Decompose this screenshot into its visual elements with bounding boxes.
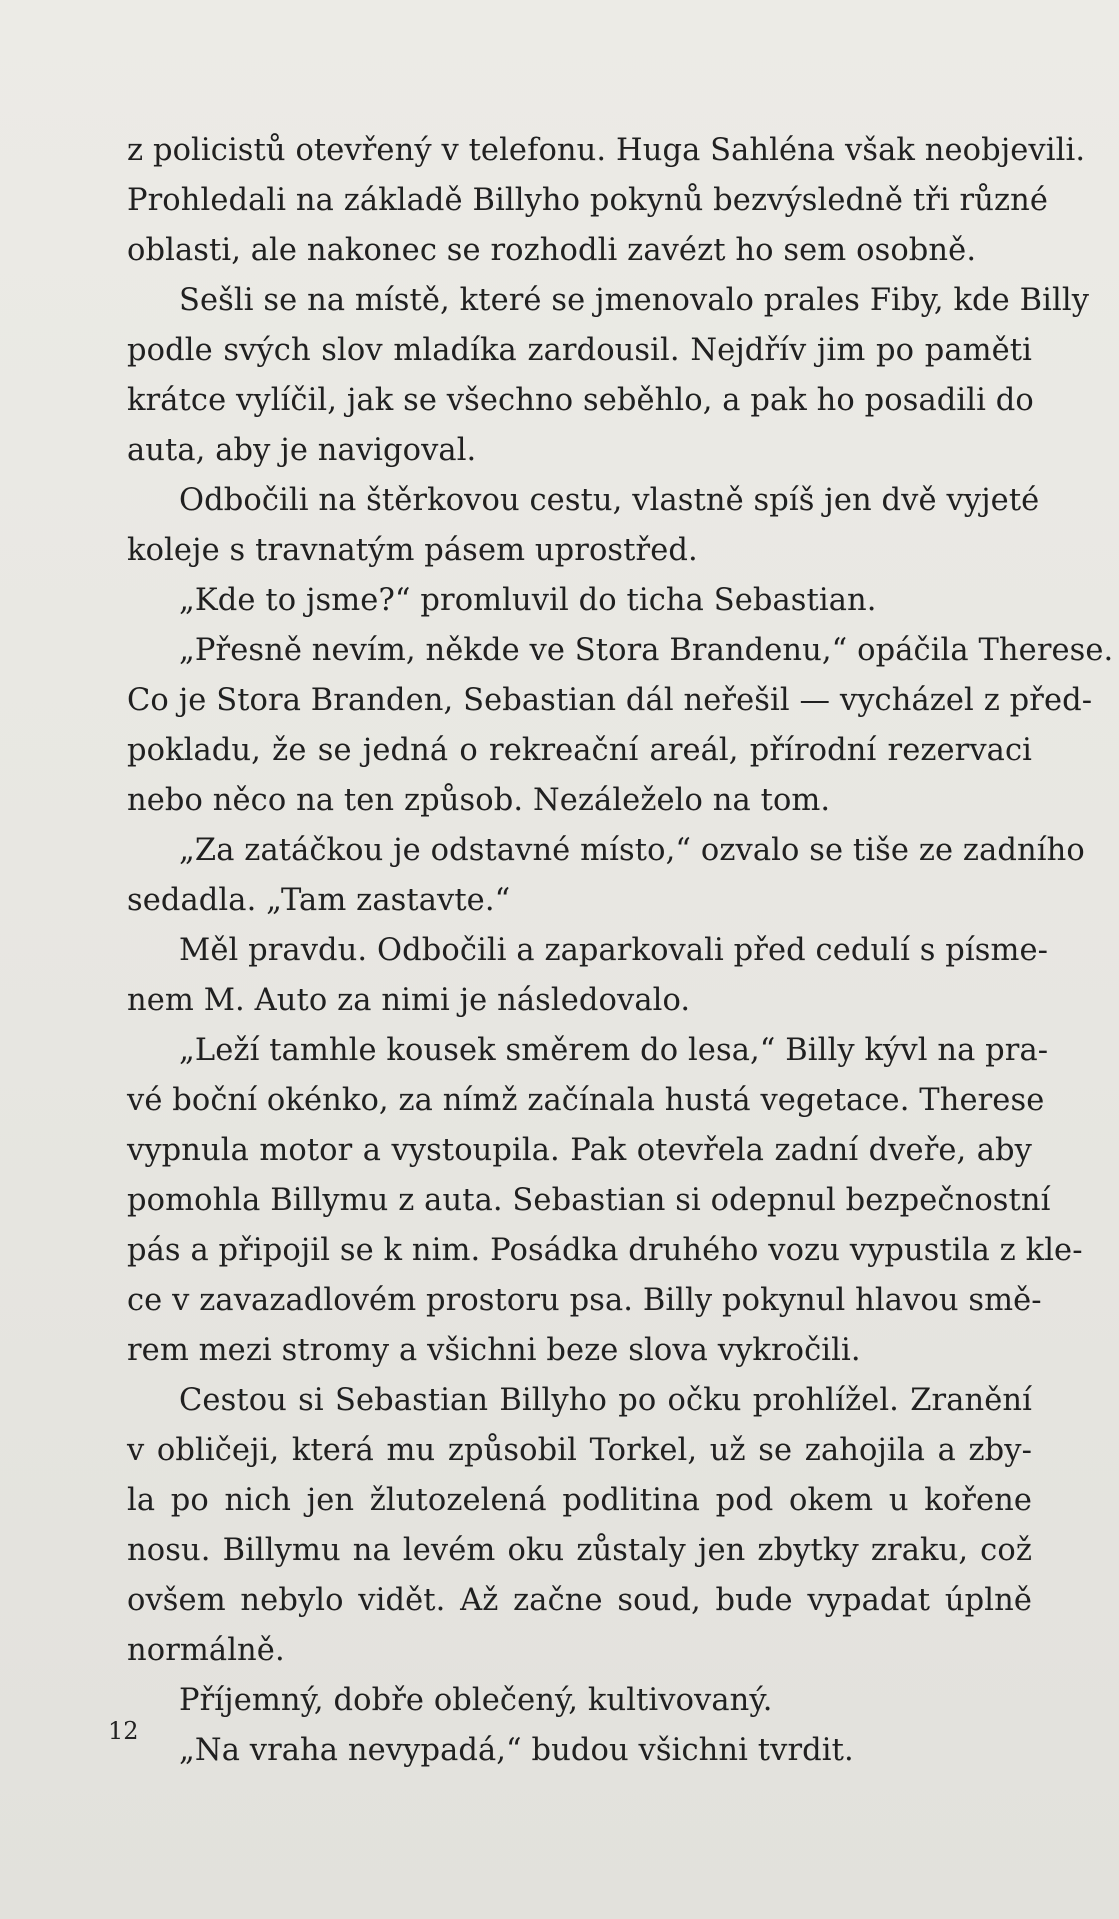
text-line: pás a připojil se k nim. Posádka druhého vozu vypustila z kle- [127,1233,1083,1268]
text-line: nebo něco na ten způsob. Nezáleželo na tom. [127,783,831,818]
text-line: normálně. [127,1633,285,1668]
text-line: Měl pravdu. Odbočili a zaparkovali před cedulí s písme- [179,933,1049,968]
text-line: vypnula motor a vystoupila. Pak otevřela zadní dveře, aby [127,1133,1032,1168]
text-line: Odbočili na štěrkovou cestu, vlastně spíš jen dvě vyjeté [179,483,1040,518]
text-line: ce v zavazadlovém prostoru psa. Billy pokynul hlavou smě- [127,1283,1042,1318]
text-line: „Leží tamhle kousek směrem do lesa,“ Billy kývl na pra- [179,1033,1049,1068]
text-line: krátce vylíčil, jak se všechno seběhlo, a pak ho posadili do [127,383,1034,418]
text-line: vé boční okénko, za nímž začínala hustá vegetace. Therese [127,1083,1045,1118]
text-line: sedadla. „Tam zastavte.“ [127,883,511,918]
text-line: pokladu, že se jedná o rekreační areál, přírodní rezervaci [127,733,1032,768]
text-line: pomohla Billymu z auta. Sebastian si odepnul bezpečnostní [127,1183,1051,1218]
text-line: oblasti, ale nakonec se rozhodli zavézt ho sem osobně. [127,233,977,268]
text-line: la po nich jen žlutozelená podlitina pod okem u kořene [127,1483,1032,1518]
page-number: 12 [108,1717,139,1745]
text-line: v obličeji, která mu způsobil Torkel, už se zahojila a zby- [127,1433,1032,1468]
text-line: koleje s travnatým pásem uprostřed. [127,533,698,568]
body-text [127,126,1114,1776]
text-line: nem M. Auto za nimi je následovalo. [127,983,691,1018]
text-line: „Kde to jsme?“ promluvil do ticha Sebastian. [179,583,877,618]
text-line: auta, aby je navigoval. [127,433,477,468]
text-line: „Přesně nevím, někde ve Stora Brandenu,“ opáčila Therese. [179,633,1114,668]
text-line: Co je Stora Branden, Sebastian dál neřešil — vycházel z před- [127,683,1093,718]
text-line: Cestou si Sebastian Billyho po očku prohlížel. Zranění [179,1383,1032,1418]
text-line: podle svých slov mladíka zardousil. Nejdřív jim po paměti [127,333,1032,368]
text-line: rem mezi stromy a všichni beze slova vykročili. [127,1333,861,1368]
text-line: nosu. Billymu na levém oku zůstaly jen zbytky zraku, což [127,1533,1032,1568]
text-line: „Za zatáčkou je odstavné místo,“ ozvalo se tiše ze zadního [179,833,1085,868]
text-line: „Na vraha nevypadá,“ budou všichni tvrdit. [179,1733,854,1768]
text-line: ovšem nebylo vidět. Až začne soud, bude vypadat úplně [127,1583,1032,1618]
text-line: Prohledali na základě Billyho pokynů bezvýsledně tři různé [127,183,1049,218]
text-line: Sešli se na místě, které se jmenovalo prales Fiby, kde Billy [179,283,1090,318]
text-line: Příjemný, dobře oblečený, kultivovaný. [179,1683,773,1718]
text-line: z policistů otevřený v telefonu. Huga Sahléna však neobjevili. [127,133,1086,168]
